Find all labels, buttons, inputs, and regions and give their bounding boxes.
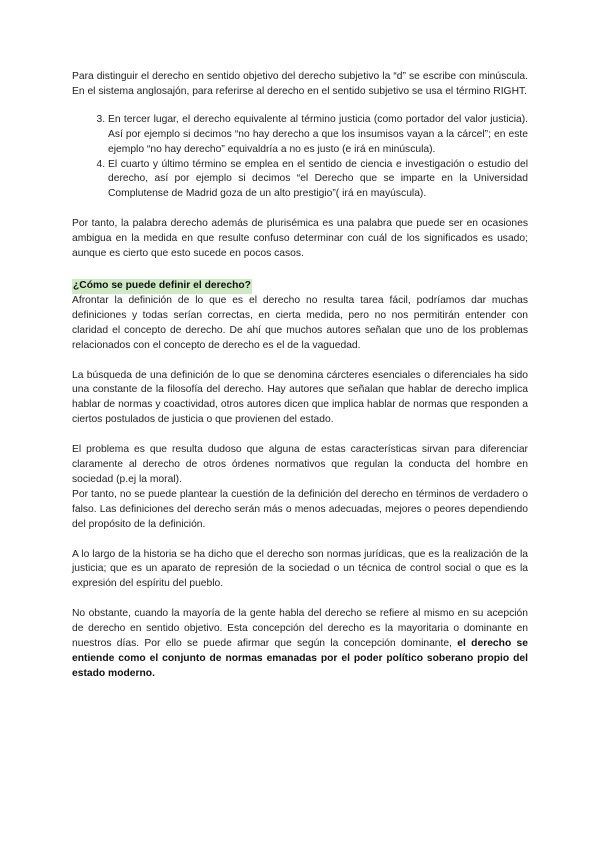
paragraph-problem: El problema es que resulta dudoso que alguna de estas características sirvan para diferenciar claramente al derecho de otros órdenes normativos que regulan la conducta del hombre en sociedad (p.ej la moral).	[72, 444, 528, 485]
section-heading-wrap	[72, 279, 528, 294]
list-item-science: 4. El cuarto y último término se emplea en el sentido de ciencia e investigación o estudio del derecho, así por ejemplo si decimos “el Derecho que se imparte en la Universidad Complutense de Madrid goza de un alto prestigio”( irá en mayúscula).	[108, 158, 528, 203]
paragraph-definition-difficulty: Afrontar la definición de lo que es el derecho no resulta tarea fácil, podríamos dar muchas definiciones y todas serían correctas, en cierta medida, pero no nos permitirán entender con claridad el concepto de derecho. De ahí que muchos autores señalan que uno de los problemas relacionados con el concepto de derecho es el de la vaguedad.	[72, 294, 528, 351]
paragraph-history: A lo largo de la historia se ha dicho que el derecho son normas jurídicas, que es la realización de la justicia; que es un aparato de represión de la sociedad o un técnica de control social o que es la expresión del espíritu del pueblo.	[72, 548, 528, 590]
meanings-list	[72, 113, 528, 202]
section-heading: ¿Cómo se puede definir el derecho?	[72, 279, 252, 294]
definition-bold-statement: el derecho se entiende como el conjunto de normas emanadas por el poder político soberano propio del estado moderno.	[72, 638, 528, 679]
paragraph-objective-subjective: Para distinguir el derecho en sentido objetivo del derecho subjetivo la “d” se escribe con minúscula. En el sistema anglosajón, para referirse al derecho en el sentido subjetivo se usa el término RIGHT.	[72, 71, 528, 97]
dominant-conception-text: No obstante, cuando la mayoría de la gente habla del derecho se refiere al mismo en su acepción de derecho en sentido objetivo. Esta concepción del derecho es la mayoritaria o dominante en nuestros días. Por ello se puede afirmar que según la concepción dominante,	[72, 608, 528, 650]
list-item-justice: 3. En tercer lugar, el derecho equivalente al término justicia (como portador del valor justicia). Así por ejemplo si decimos “no hay derecho a que los insumisos vayan a la cárcel”; en este ejemplo “no hay derecho” equivaldría a no es justo (e irá en minúscula).	[108, 113, 528, 158]
paragraph-essential-characters: La búsqueda de una definición de lo que se denomina cárcteres esenciales o diferenciales ha sido una constante de la filosofía del derecho. Hay autores que señalan que hablar de derecho implica hablar de normas y coactividad, otros autores dicen que implica hablar de normas que responden a ciertos postulados de justicia o que provienen del estado.	[72, 369, 528, 426]
paragraph-true-false: Por tanto, no se puede plantear la cuestión de la definición del derecho en términos de verdadero o falso. Las definiciones del derecho serán más o menos adecuadas, mejores o peores dependiendo del propósito de la definición.	[72, 488, 528, 530]
paragraph-ambiguity: Por tanto, la palabra derecho además de plurisémica es una palabra que puede ser en ocasiones ambigua en la medida en que resulte confuso determinar con cuál de los significados es usado; aunque es cierto que esto sucede en pocos casos.	[72, 218, 528, 260]
paragraph-dominant-conception	[72, 607, 528, 682]
